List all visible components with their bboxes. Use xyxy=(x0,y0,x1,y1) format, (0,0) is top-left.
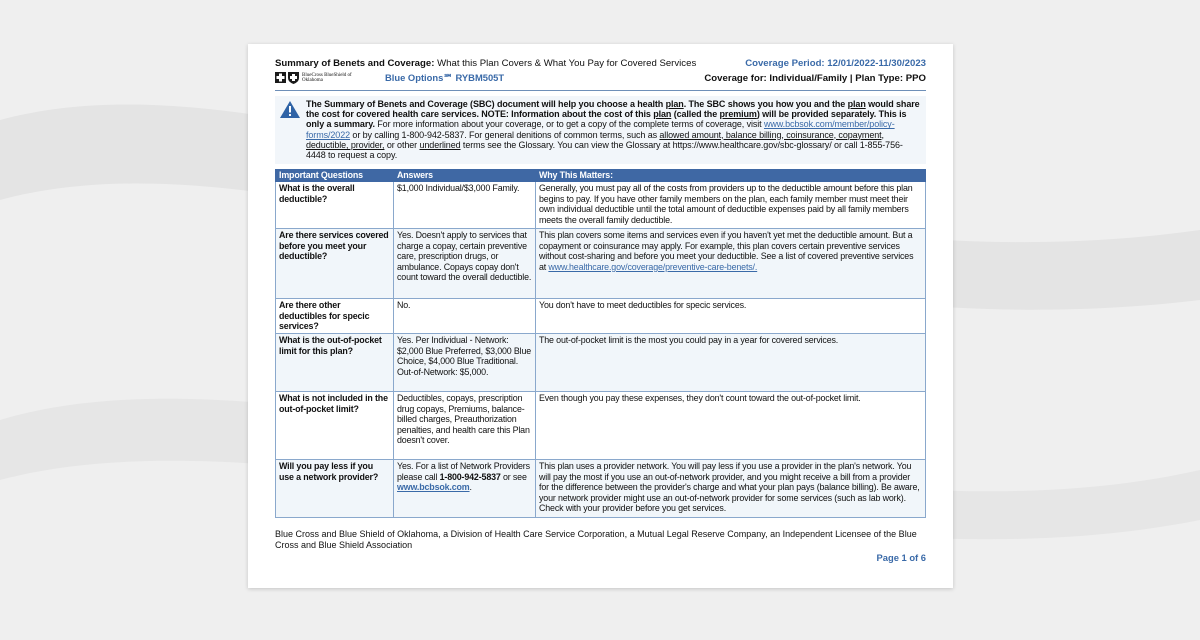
why-cell: This plan uses a provider network. You will pay less if you use a provider in the plan's network. You will pay the most if you use an out-of-network provider, and you might receive a bill from a provider for the difference between the provider's charge and what your plan pays (balance billing). Be aware, your network provider might use an out-of-network provider for some services (such as lab work). Check with your provider before you get services. xyxy=(536,460,926,518)
plan-name: Blue Options℠ RYBM505T xyxy=(385,72,505,83)
logo-text: BlueCross BlueShield of Oklahoma xyxy=(302,72,352,83)
glossary-terms: allowed amount, balance billing, coinsurance, copayment, deductible, provider, xyxy=(306,129,884,150)
table-row xyxy=(276,334,926,392)
header-divider xyxy=(275,90,926,91)
table-row xyxy=(276,299,926,334)
bcbs-logo xyxy=(275,72,504,84)
question-cell: What is the overall deductible? xyxy=(276,182,394,229)
why-cell: This plan covers some items and services even if you haven't yet met the deductible amount. But a copayment or coinsurance may apply. For example, this plan covers certain preventive services without cost-sharing and before you meet your deductible. See a list of covered preventive services at www.healthcare.gov/coverage/preventive-care-benets/. xyxy=(536,229,926,299)
why-cell: The out-of-pocket limit is the most you could pay in a year for covered services. xyxy=(536,334,926,392)
question-cell: Are there other deductibles for specic services? xyxy=(276,299,394,334)
footer-text: Blue Cross and Blue Shield of Oklahoma, a Division of Health Care Service Corporation, a Mutual Legal Reserve Company, an Independent Licensee of the Blue Cross and Blue Shield Association xyxy=(275,529,917,550)
answer-cell: No. xyxy=(394,299,536,334)
warning-icon xyxy=(280,101,300,118)
sbc-notice: The Summary of Benets and Coverage (SBC) document will help you choose a health plan. The SBC shows you how you and the plan would share the cost for covered health care services. NOTE: Information about the cost of this plan (called the premium) will be provided separately. This is only a summary. For more information about your coverage, or to get a copy of the complete terms of coverage, visit www.bcbsok.com/member/policy-forms/2022 or by calling 1-800-942-5837. For general denitions of common terms, such as allowed amount, balance billing, coinsurance, copayment, deductible, provider, or other underlined terms see the Glossary. You can view the Glossary at https://www.healthcare.gov/sbc-glossary/ or call 1-855-756-4448 to request a copy. xyxy=(275,96,926,164)
col-header-questions: Important Questions xyxy=(276,170,394,182)
document-page xyxy=(248,44,953,588)
coverage-period: Coverage Period: 12/01/2022-11/30/2023 xyxy=(745,58,926,69)
table-header-row xyxy=(276,170,926,182)
answer-cell: $1,000 Individual/$3,000 Family. xyxy=(394,182,536,229)
why-cell: Generally, you must pay all of the costs from providers up to the deductible amount before this plan begins to pay. If you have other family members on the plan, each family member must meet their own individual deductible until the total amount of deductible expenses paid by all family members meets the overall family deductible. xyxy=(536,182,926,229)
col-header-answers: Answers xyxy=(394,170,536,182)
cross-shield-icon xyxy=(275,72,299,84)
network-phone: 1-800-942-5837 xyxy=(439,471,501,482)
why-cell: You don't have to meet deductibles for specic services. xyxy=(536,299,926,334)
why-cell: Even though you pay these expenses, they don't count toward the out-of-pocket limit. xyxy=(536,392,926,460)
document-header xyxy=(275,58,926,84)
table-row xyxy=(276,460,926,518)
table-row xyxy=(276,229,926,299)
table-row xyxy=(276,182,926,229)
coverage-table xyxy=(275,169,926,518)
answer-cell: Deductibles, copays, prescription drug copays, Premiums, balance-billed charges, Preauthorization penalties, and health care this Plan doesn't cover. xyxy=(394,392,536,460)
coverage-for: Coverage for: Individual/Family | Plan Type: PPO xyxy=(704,72,926,84)
answer-cell: Yes. For a list of Network Providers please call 1-800-942-5837 or see www.bcbsok.com. xyxy=(394,460,536,518)
answer-cell: Yes. Doesn't apply to services that charge a copay, certain preventive care, prescription drugs, or ambulance. Copays copay don't count toward the overall deductible. xyxy=(394,229,536,299)
question-cell: What is not included in the out-of-pocket limit? xyxy=(276,392,394,460)
question-cell: Will you pay less if you use a network provider? xyxy=(276,460,394,518)
bcbsok-link[interactable]: www.bcbsok.com xyxy=(397,482,470,493)
col-header-why: Why This Matters: xyxy=(536,170,926,182)
page-number: Page 1 of 6 xyxy=(876,552,926,563)
policy-forms-link[interactable]: www.bcbsok.com/member/policy-forms/2022 xyxy=(306,119,895,140)
question-cell: What is the out-of-pocket limit for this plan? xyxy=(276,334,394,392)
answer-cell: Yes. Per Individual - Network: $2,000 Blue Preferred, $3,000 Blue Choice, $4,000 Blue Traditional. Out-of-Network: $5,000. xyxy=(394,334,536,392)
table-row xyxy=(276,392,926,460)
question-cell: Are there services covered before you meet your deductible? xyxy=(276,229,394,299)
preventive-care-link[interactable]: www.healthcare.gov/coverage/preventive-care-benets/. xyxy=(548,261,758,272)
document-title: Summary of Benets and Coverage: What this Plan Covers & What You Pay for Covered Services xyxy=(275,58,697,69)
